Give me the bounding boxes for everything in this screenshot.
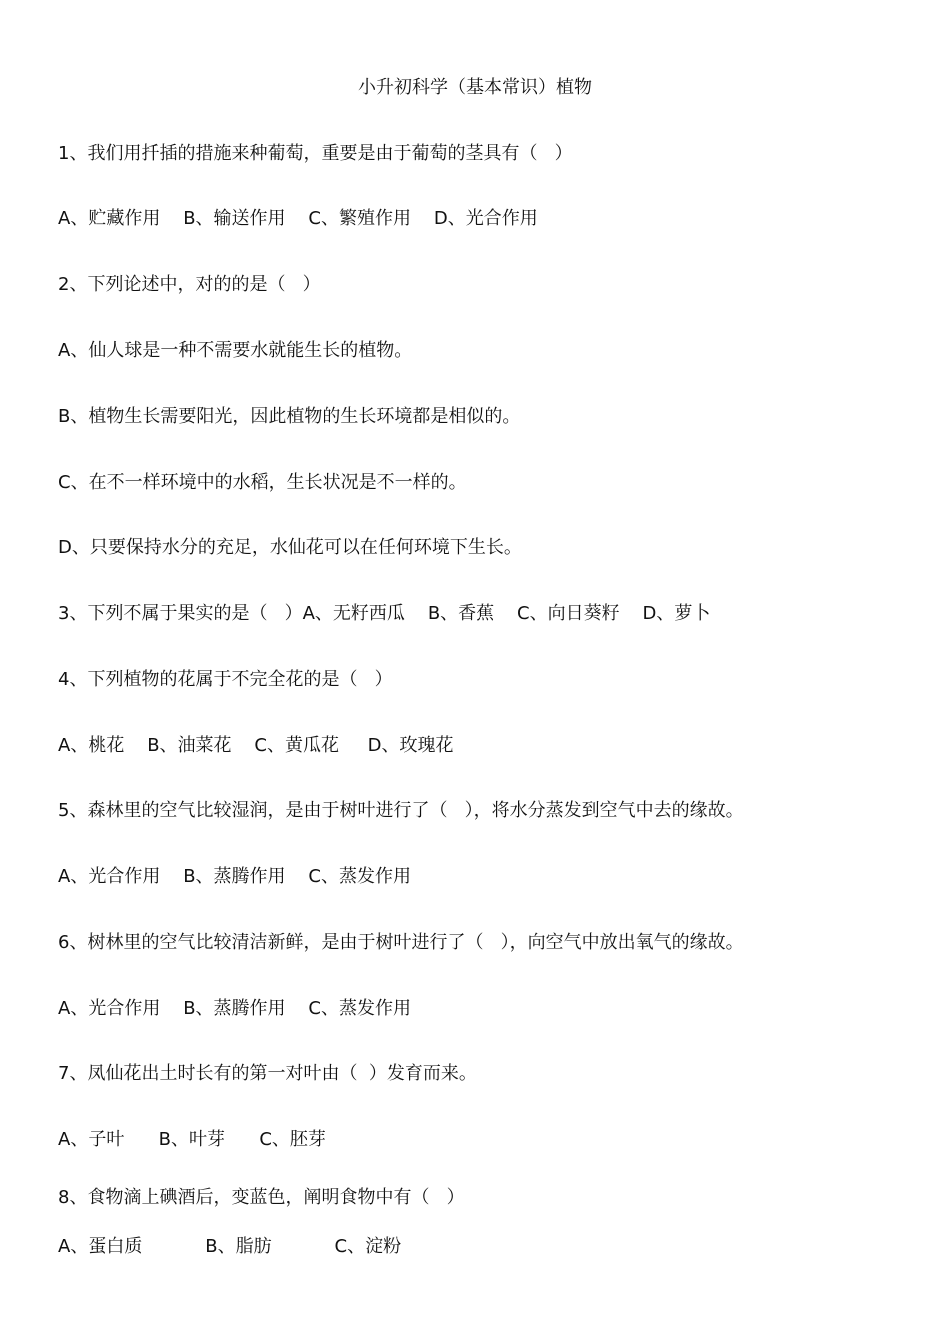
question-7-options: A、子叶 B、叶芽 C、胚芽 xyxy=(58,1129,326,1150)
question-2-option-b: B、植物生长需要阳光，因此植物的生长环境都是相似的。 xyxy=(58,406,521,427)
question-6-options: A、光合作用 B、蒸腾作用 C、蒸发作用 xyxy=(58,998,412,1019)
question-3: 3、下列不属于果实的是（ ）A、无籽西瓜 B、香蕉 C、向日葵籽 D、萝卜 xyxy=(58,603,711,624)
question-4: 4、下列植物的花属于不完全花的是（ ） xyxy=(58,669,393,690)
question-8: 8、食物滴上碘酒后，变蓝色，阐明食物中有（ ） xyxy=(58,1187,465,1208)
question-7: 7、凤仙花出土时长有的第一对叶由（ ）发育而来。 xyxy=(58,1063,477,1084)
question-2: 2、下列论述中，对的的是（ ） xyxy=(58,274,321,295)
question-5: 5、森林里的空气比较湿润，是由于树叶进行了（ ），将水分蒸发到空气中去的缘故。 xyxy=(58,800,744,821)
question-1: 1、我们用扦插的措施来种葡萄，重要是由于葡萄的茎具有（ ） xyxy=(58,143,573,164)
document-title: 小升初科学（基本常识）植物 xyxy=(358,77,592,98)
question-2-option-a: A、仙人球是一种不需要水就能生长的植物。 xyxy=(58,340,413,361)
question-1-options: A、贮藏作用 B、输送作用 C、繁殖作用 D、光合作用 xyxy=(58,208,538,229)
question-2-option-c: C、在不一样环境中的水稻，生长状况是不一样的。 xyxy=(58,472,467,493)
question-2-option-d: D、只要保持水分的充足，水仙花可以在任何环境下生长。 xyxy=(58,537,522,558)
question-4-options: A、桃花 B、油菜花 C、黄瓜花 D、玫瑰花 xyxy=(58,735,454,756)
question-8-options: A、蛋白质 B、脂肪 C、淀粉 xyxy=(58,1236,402,1257)
question-5-options: A、光合作用 B、蒸腾作用 C、蒸发作用 xyxy=(58,866,412,887)
question-6: 6、树林里的空气比较清洁新鲜，是由于树叶进行了（ ），向空气中放出氧气的缘故。 xyxy=(58,932,744,953)
